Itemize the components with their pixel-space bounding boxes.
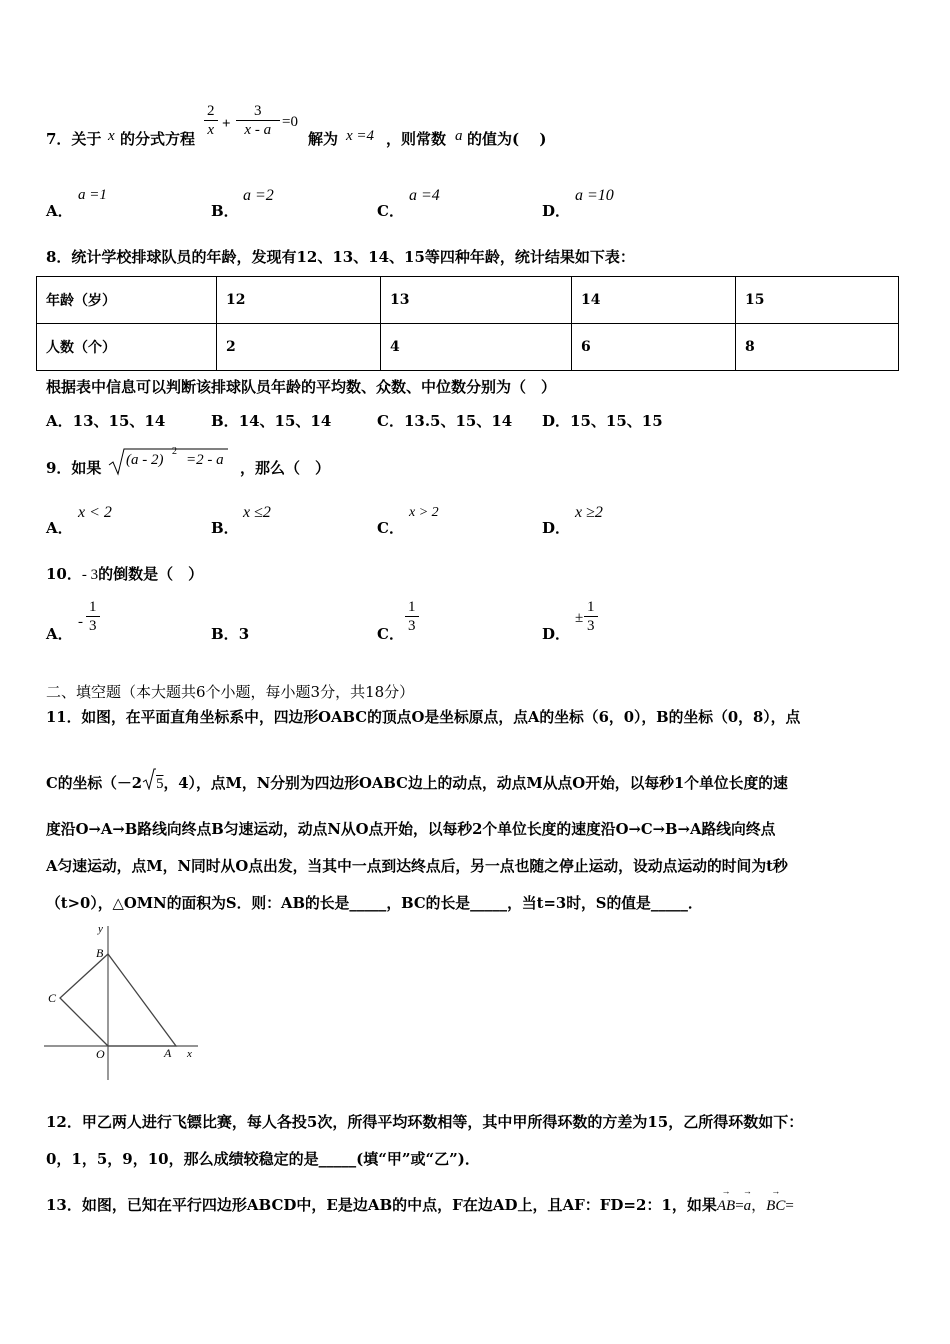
q11-line-5: （t>0），△OMN的面积为S．则：AB的长是_____，BC的长是_____，当t=3时，S的值是_____．: [46, 895, 703, 912]
q12-line-2: 0，1，5，9，10，那么成绩较稳定的是_____(填“甲”或“乙”)．: [46, 1150, 480, 1168]
sqrt-sign-icon: [142, 768, 156, 790]
q11-line-2: C的坐标（－2 5，4），点M，N分别为四边形OABC边上的动点，动点M从点O开始，以每秒1个单位长度的速: [46, 768, 788, 793]
q13-stem: 13．如图，已知在平行四边形ABCD中，E是边AB的中点，F在边AD上，且AF：FD=2：1，如果→ AB=→ a，→ BC=: [46, 1194, 794, 1215]
q10-value: - 3: [81, 567, 99, 583]
q11-line-1: 11．如图，在平面直角坐标系中，四边形OABC的顶点O是坐标原点，点A的坐标（6，0），B的坐标（0，8），点: [46, 709, 801, 726]
q10-option-c-label[interactable]: C．: [377, 625, 404, 643]
q9-prefix: 9．如果: [46, 459, 102, 477]
q10-option-d-fraction: $\frac{1}{3}$: [584, 598, 598, 635]
table-cell: 8: [736, 324, 899, 371]
table-row: [37, 277, 899, 324]
q10-option-b[interactable]: B．3: [211, 625, 250, 643]
table-cell: 4: [381, 324, 572, 371]
q10-prefix: 10．: [46, 565, 82, 583]
q10-option-a-sign: -: [78, 614, 83, 630]
q7-option-b-label[interactable]: B．: [211, 202, 239, 220]
q7-mid: 的分式方程: [120, 130, 196, 148]
q10-option-d-sign: ±: [575, 610, 584, 626]
q7-fraction-1: $\frac{2}{x}$: [204, 102, 218, 139]
section-heading: 二、填空题（本大题共6个小题，每小题3分，共18分）: [46, 683, 415, 701]
q7-var-a: a: [455, 128, 463, 144]
table-cell: 13: [381, 277, 572, 324]
q11-line-4: A匀速运动，点M，N同时从O点出发，当其中一点到达终点后，另一点也随之停止运动，设动点运动的时间为t秒: [46, 858, 788, 875]
q9-rhs: =2 - a: [186, 452, 224, 468]
q7-option-a-label[interactable]: A．: [46, 202, 73, 220]
q9-option-a-label[interactable]: A．: [46, 519, 73, 537]
q9-radicand: (a - 2): [126, 452, 164, 468]
q7-option-c-label[interactable]: C．: [377, 202, 404, 220]
q7-fraction-2: $\frac{3}{x - a}$: [236, 102, 280, 139]
table-row: [37, 324, 899, 371]
table-cell: 年龄（岁）: [37, 277, 217, 324]
q10-suffix: 的倒数是（ ）: [98, 565, 204, 583]
q8-stem: 8．统计学校排球队员的年龄，发现有12、13、14、15等四种年龄，统计结果如下表：: [46, 248, 635, 266]
vector-a: → a: [744, 1198, 752, 1215]
q11-coordinate-figure: [40, 920, 210, 1085]
vector-bc: → BC: [766, 1198, 785, 1215]
q7-then: ，则常数: [386, 130, 447, 148]
label-x: x: [187, 1048, 192, 1060]
q10-option-a-label[interactable]: A．: [46, 625, 73, 643]
q7-solved: 解为: [308, 130, 339, 148]
q7-plus: +: [222, 116, 231, 132]
q10-option-a-fraction: $\frac{1}{3}$: [86, 598, 100, 635]
table-cell: 14: [572, 277, 736, 324]
table-cell: 6: [572, 324, 736, 371]
label-o: O: [96, 1047, 105, 1061]
quadrilateral-oabc: [60, 954, 176, 1046]
q12-line-1: 12．甲乙两人进行飞镖比赛，每人各投5次，所得平均环数相等，其中甲所得环数的方差为15，乙所得环数如下：: [46, 1113, 804, 1131]
q9-option-c-value: x > 2: [409, 505, 439, 520]
q7-prefix: 7．关于: [46, 130, 102, 148]
table-cell: 15: [736, 277, 899, 324]
table-cell: 2: [217, 324, 381, 371]
table-cell: 人数（个）: [37, 324, 217, 371]
q8-option-d[interactable]: D．15、15、15: [542, 412, 663, 430]
q9-option-d-label[interactable]: D．: [542, 519, 571, 537]
q10-option-d-label[interactable]: D．: [542, 625, 571, 643]
q8-option-a[interactable]: A．13、15、14: [46, 412, 166, 430]
q7-var-x: x: [108, 128, 115, 144]
q9-option-d-value: x ≥2: [575, 504, 603, 521]
q7-eq-zero: =0: [282, 114, 298, 130]
q7-option-c-value: a =4: [409, 187, 440, 204]
q7-option-b-value: a =2: [243, 187, 274, 204]
q8-option-b[interactable]: B．14、15、14: [211, 412, 332, 430]
q7-option-d-value: a =10: [575, 187, 614, 204]
table-cell: 12: [217, 277, 381, 324]
q8-option-c[interactable]: C．13.5、15、14: [377, 412, 513, 430]
label-y: y: [98, 923, 103, 935]
q9-option-c-label[interactable]: C．: [377, 519, 404, 537]
vector-ab: → AB: [717, 1198, 735, 1215]
q9-option-a-value: x < 2: [78, 504, 112, 521]
q7-solution: x =4: [346, 128, 375, 144]
q8-question: 根据表中信息可以判断该排球队员年龄的平均数、众数、中位数分别为（ ）: [46, 378, 557, 396]
label-a: A: [164, 1046, 172, 1060]
age-table: [36, 276, 899, 371]
q11-line-3: 度沿O→A→B路线向终点B匀速运动，动点N从O点开始，以每秒2个单位长度的速度沿O→C→B→A路线向终点: [46, 821, 776, 838]
q9-suffix: ，那么（ ）: [240, 459, 331, 477]
q7-option-d-label[interactable]: D．: [542, 202, 571, 220]
q7-suffix: 的值为( ): [467, 130, 547, 148]
q7-option-a-value: a =1: [78, 187, 107, 203]
q9-exponent: 2: [172, 446, 177, 457]
q10-option-c-fraction: $\frac{1}{3}$: [405, 598, 419, 635]
label-b: B: [96, 946, 104, 960]
q9-option-b-value: x ≤2: [243, 504, 271, 521]
q9-option-b-label[interactable]: B．: [211, 519, 239, 537]
q10-stem: [46, 563, 203, 584]
label-c: C: [48, 991, 57, 1005]
